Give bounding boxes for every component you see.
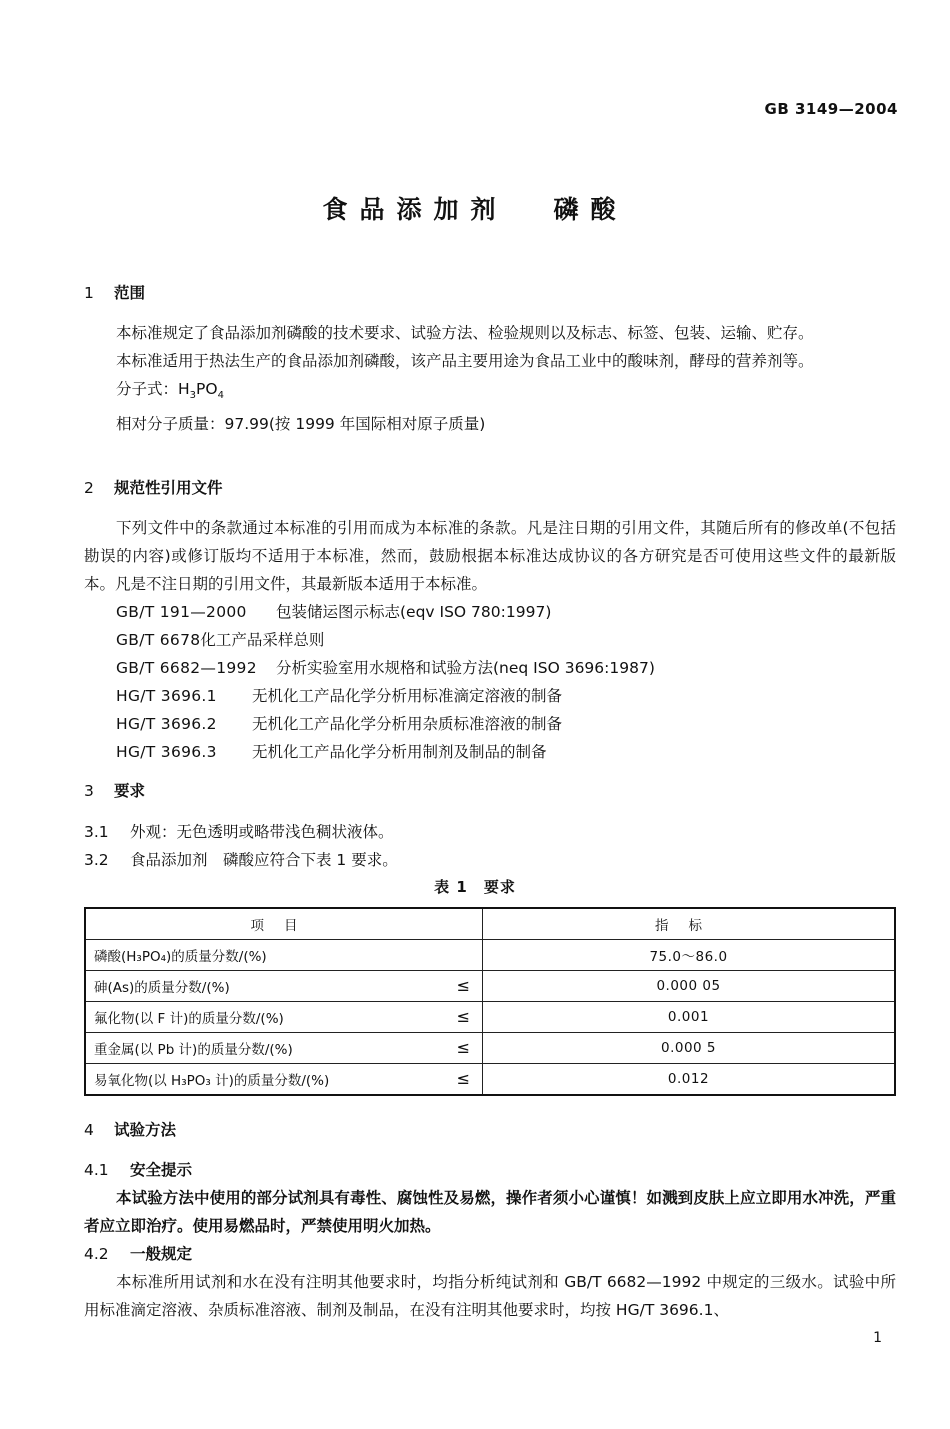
table-row: 砷(As)的质量分数/(%) ≤ 0.000 05 <box>85 971 895 1002</box>
section-4-heading: 4 试验方法 <box>84 1121 177 1139</box>
paragraph: 本标准规定了食品添加剂磷酸的技术要求、试验方法、检验规则以及标志、标签、包装、运输、贮存。 <box>116 324 814 342</box>
section-1 <box>84 279 896 307</box>
table-row: 氟化物(以 F 计)的质量分数/(%) ≤ 0.001 <box>85 1002 895 1033</box>
paragraph: 本标准适用于热法生产的食品添加剂磷酸，该产品主要用途为食品工业中的酸味剂，酵母的营养剂等。 <box>116 352 814 370</box>
reference-item: GB/T 6678化工产品采样总则 <box>116 631 325 649</box>
table-header-row <box>85 908 895 940</box>
clause-4-2-heading: 4.2 一般规定 <box>84 1245 193 1263</box>
clause-3-1: 3.1 外观：无色透明或略带浅色稠状液体。 <box>84 823 394 841</box>
section-1-heading: 1 范围 <box>84 284 146 302</box>
header-item: 项目 <box>85 908 483 940</box>
title-part-1: 食品添加剂 <box>322 195 508 224</box>
title-part-2: 磷酸 <box>553 195 628 224</box>
table-row: 易氧化物(以 H₃PO₃ 计)的质量分数/(%) ≤ 0.012 <box>85 1064 895 1096</box>
molar-mass-line: 相对分子质量：97.99(按 1999 年国际相对原子质量) <box>116 415 486 434</box>
paragraph: 下列文件中的条款通过本标准的引用而成为本标准的条款。凡是注日期的引用文件，其随后所有的修改单(不包括勘误的内容)或修订版均不适用于本标准，然而，鼓励根据本标准达成协议的各方研究是否可使用这些文件的最新版本。凡是不注日期的引用文件，其最新版本适用于本标准。 <box>84 519 896 593</box>
section-2-body <box>84 514 896 766</box>
clause-4-1-heading: 4.1 安全提示 <box>84 1161 193 1179</box>
reference-item: HG/T 3696.1 无机化工产品化学分析用标准滴定溶液的制备 <box>116 687 563 705</box>
table-row: 重金属(以 Pb 计)的质量分数/(%) ≤ 0.000 5 <box>85 1033 895 1064</box>
clause-3-2: 3.2 食品添加剂 磷酸应符合下表 1 要求。 <box>84 851 398 869</box>
header-value: 指标 <box>483 908 896 940</box>
reference-item: GB/T 191—2000 包装储运图示标志(eqv ISO 780:1997) <box>116 603 552 621</box>
section-4-body <box>84 1156 896 1324</box>
formula-line: 分子式：$H_3PO_4$ <box>116 380 224 402</box>
section-3-body <box>84 818 896 874</box>
reference-item: HG/T 3696.3 无机化工产品化学分析用制剂及制品的制备 <box>116 743 547 761</box>
paragraph: 本标准所用试剂和水在没有注明其他要求时，均指分析纯试剂和 GB/T 6682—1992 中规定的三级水。试验中所用标准滴定溶液、杂质标准溶液、制剂及制品，在没有注明其他要求时，均按 HG/T 3696.1、 <box>84 1273 896 1319</box>
reference-item: GB/T 6682—1992 分析实验室用水规格和试验方法(neq ISO 3696:1987) <box>116 659 655 677</box>
standard-code: GB 3149—2004 <box>764 100 898 118</box>
page-number: 1 <box>873 1330 882 1346</box>
section-1-body <box>84 319 896 438</box>
section-2 <box>84 474 896 502</box>
table-caption: 表 1 要求 <box>434 878 516 896</box>
section-4 <box>84 1116 896 1144</box>
section-2-heading: 2 规范性引用文件 <box>84 479 223 497</box>
safety-warning: 本试验方法中使用的部分试剂具有毒性、腐蚀性及易燃，操作者须小心谨慎！如溅到皮肤上应立即用水冲洗，严重者应立即治疗。使用易燃品时，严禁使用明火加热。 <box>84 1189 896 1235</box>
table-row: 磷酸(H₃PO₄)的质量分数/(%) 75.0～86.0 <box>85 940 895 971</box>
section-3 <box>84 777 896 805</box>
requirements-table <box>84 907 896 1096</box>
section-3-heading: 3 要求 <box>84 782 146 800</box>
document-title <box>0 190 950 226</box>
reference-item: HG/T 3696.2 无机化工产品化学分析用杂质标准溶液的制备 <box>116 715 563 733</box>
